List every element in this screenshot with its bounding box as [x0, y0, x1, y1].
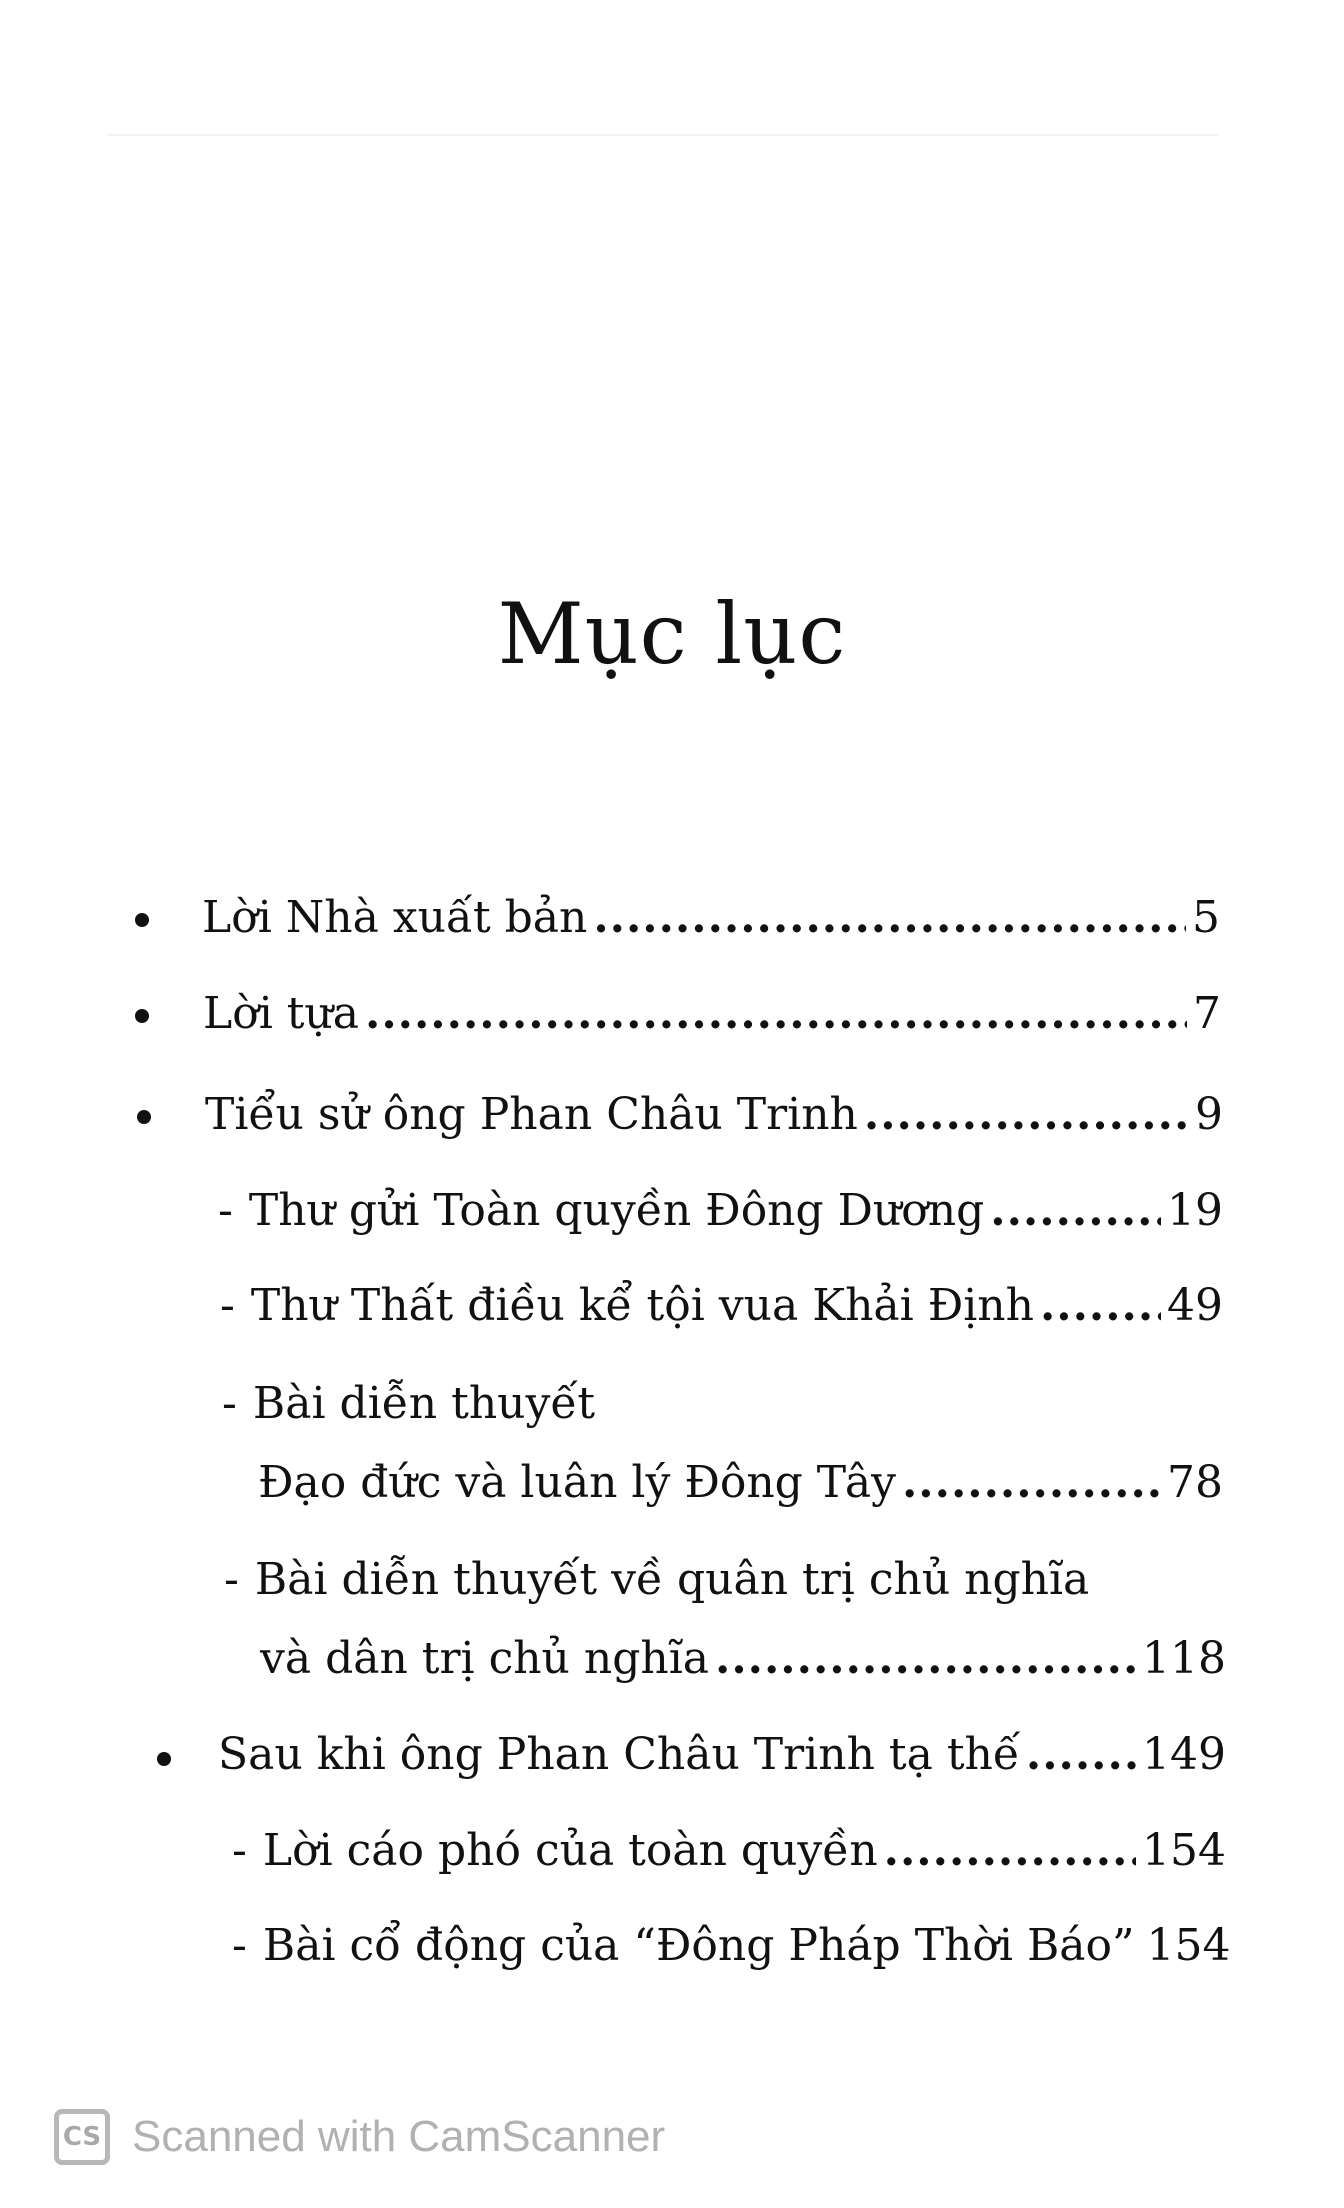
toc-entry-label: Lời cáo phó của toàn quyền — [262, 1825, 878, 1876]
toc-entry-page: 49 — [1167, 1280, 1223, 1331]
toc-subentry — [258, 1457, 1223, 1508]
toc-entry-label-line1: Bài diễn thuyết về quân trị chủ nghĩa — [254, 1554, 1090, 1605]
dot-leader — [1026, 1731, 1136, 1779]
dot-leader — [864, 1091, 1189, 1139]
scan-edge-line — [108, 134, 1218, 136]
toc-subentry — [232, 1825, 1226, 1876]
toc-entry-label: Tiểu sử ông Phan Châu Trinh — [205, 1089, 858, 1140]
dash-marker: - — [232, 1825, 247, 1876]
toc-entry-label: Đạo đức và luân lý Đông Tây — [258, 1457, 896, 1508]
dot-leader — [365, 990, 1187, 1038]
toc-entry-page: 118 — [1142, 1633, 1226, 1684]
dash-marker: - — [218, 1185, 233, 1236]
dot-leader — [593, 894, 1186, 942]
dot-leader — [990, 1187, 1161, 1235]
page-title: Mục lục — [497, 585, 847, 683]
toc-entry-label-line1: Bài diễn thuyết — [252, 1378, 596, 1429]
toc-entry — [202, 892, 1220, 943]
toc-subentry — [218, 1185, 1223, 1236]
camscanner-watermark — [54, 2102, 665, 2172]
toc-entry-page: 19 — [1167, 1185, 1223, 1236]
toc-entry-page: 149 — [1142, 1729, 1226, 1780]
dash-marker: - — [222, 1378, 237, 1429]
toc-subentry — [260, 1633, 1226, 1684]
toc-entry-label: Bài cổ động của “Đông Pháp Thời Báo” — [262, 1920, 1135, 1971]
dash-marker: - — [232, 1920, 247, 1971]
dash-marker: - — [224, 1554, 239, 1605]
toc-subentry — [232, 1920, 1231, 1971]
toc-entry-label: Thư Thất điều kể tội vua Khải Định — [250, 1280, 1034, 1331]
bullet-icon — [135, 913, 149, 927]
toc-entry — [203, 988, 1221, 1039]
toc-subentry — [220, 1280, 1223, 1331]
dot-leader — [715, 1635, 1136, 1683]
watermark-text: Scanned with CamScanner — [132, 2112, 666, 2161]
toc-entry-label: Sau khi ông Phan Châu Trinh tạ thế — [218, 1729, 1020, 1780]
toc-subentry-first-line — [222, 1378, 595, 1429]
dot-leader — [1040, 1282, 1161, 1330]
toc-entry-label: và dân trị chủ nghĩa — [260, 1633, 710, 1684]
toc-entry-page: 78 — [1167, 1457, 1223, 1508]
toc-entry-label: Lời Nhà xuất bản — [202, 892, 588, 943]
dash-marker: - — [220, 1280, 235, 1331]
toc-entry — [218, 1729, 1226, 1780]
dot-leader — [902, 1459, 1161, 1507]
toc-entry — [205, 1089, 1223, 1140]
toc-entry-label: Lời tựa — [203, 988, 360, 1039]
bullet-icon — [137, 1110, 151, 1124]
toc-entry-label: Thư gửi Toàn quyền Đông Dương — [248, 1185, 985, 1236]
toc-entry-page: 154 — [1146, 1920, 1231, 1971]
toc-entry-page: 7 — [1193, 988, 1221, 1039]
camscanner-logo-icon: CS — [54, 2109, 110, 2165]
bullet-icon — [135, 1009, 149, 1023]
toc-subentry-first-line — [224, 1554, 1089, 1605]
bullet-icon — [157, 1752, 171, 1766]
toc-entry-page: 5 — [1192, 892, 1220, 943]
toc-entry-page: 9 — [1195, 1089, 1223, 1140]
dot-leader — [884, 1827, 1136, 1875]
toc-entry-page: 154 — [1142, 1825, 1226, 1876]
